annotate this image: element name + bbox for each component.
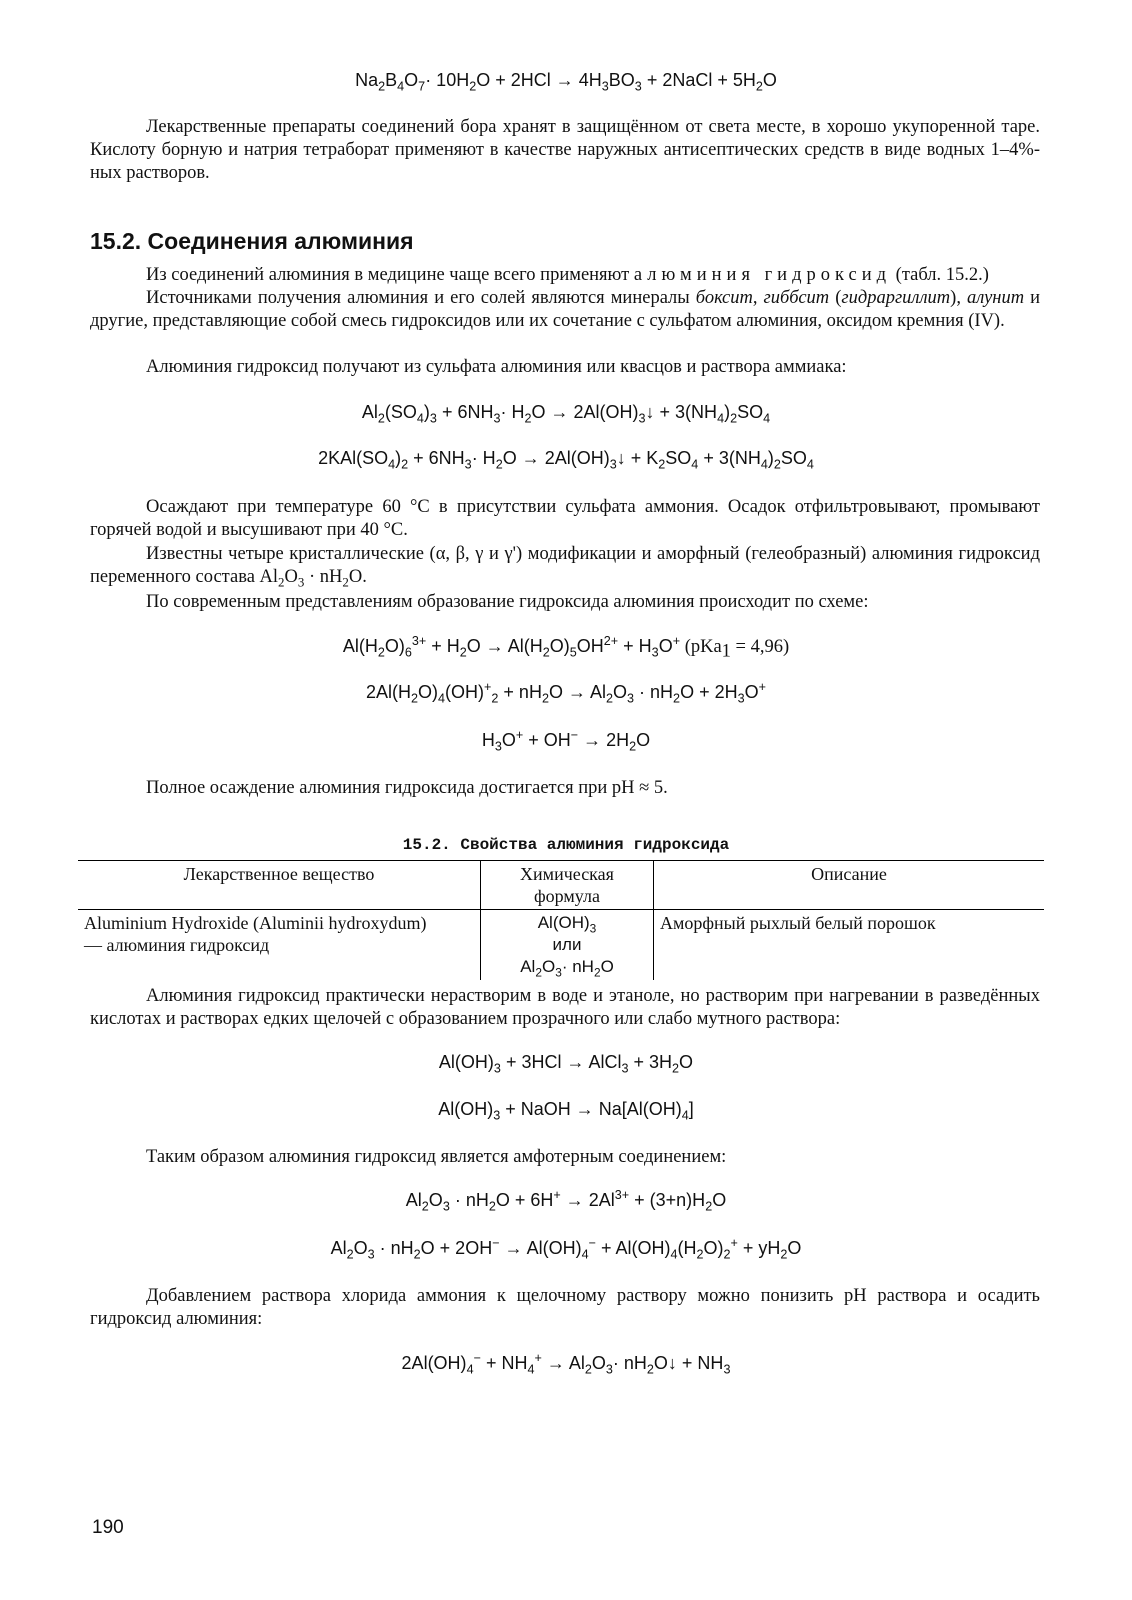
- paragraph-preparation: Алюминия гидроксид получают из сульфата алюминия или квасцов и раствора аммиака:: [146, 357, 847, 377]
- formula-2: $Al_2O_3\cdot nH_2O$: [520, 957, 614, 980]
- properties-table: [78, 860, 1044, 980]
- section-heading: 15.2. Соединения алюминия: [90, 228, 414, 254]
- paragraph-intro: Из соединений алюминия в медицине чаще всего применяют алюминия гидроксид (табл. 15.2.): [146, 265, 989, 285]
- equation-prep-1: $Al_2(SO_4)_3 + 6NH_3\cdot H_2O$ → $2Al(OH)_3↓ + 3(NH_4)_2SO_4$: [361, 402, 771, 426]
- equation-scheme-2: $2Al(H_2O)_4(OH)^+_2 + nH_2O \to Al_2O_3 \cdot nH_2O + 2H_3O^+$: [366, 680, 766, 706]
- header-formula: Химическая формула: [481, 861, 654, 910]
- page-number: 190: [92, 1517, 124, 1538]
- cell-formula: [481, 910, 654, 981]
- equation-final: $2Al(OH)_4^- + NH_4^+ \to Al_2O_3\cdot$ $nH_2O↓ + NH_3$: [401, 1351, 731, 1377]
- paragraph-storage: Лекарственные препараты соединений бора хранят в защищённом от света месте, в хорошо укупоренной таре. Кислоту борную и натрия тетраборат применяют в качестве наружных антисептических средств в виде водных 1–4%-ных растворов.: [90, 117, 1040, 183]
- paragraph-solubility: Алюминия гидроксид практически нерастворим в воде и этаноле, но растворим при нагревании в разведённых кислотах и растворах едких щелочей с образованием прозрачного или слабо мутного раствора:: [90, 986, 1040, 1029]
- paragraph-precipitate: Осаждают при температуре 60 °C в присутствии сульфата аммония. Осадок отфильтровывают, промывают горячей водой и высушивают при 40 °C.: [90, 497, 1040, 540]
- paragraph-ammonium: Добавлением раствора хлорида аммония к щелочному раствору можно понизить pH раствора и осадить гидроксид алюминия:: [90, 1286, 1040, 1329]
- equation-prep-2: $2KAl(SO_4)_2 + 6NH_3\cdot H_2O$ → $2Al(OH)_3↓ + K_2SO_4 + 3(NH_4)_2SO_4$: [318, 448, 814, 472]
- paragraph-amphoteric: Таким образом алюминия гидроксид является амфотерным соединением:: [146, 1147, 727, 1167]
- cell-description: Аморфный рыхлый белый порошок: [660, 913, 936, 933]
- formula-or: или: [552, 935, 582, 954]
- paragraph-full-precipitation: Полное осаждение алюминия гидроксида достигается при pH ≈ 5.: [146, 778, 668, 798]
- table-header-row: [78, 861, 1044, 910]
- substance-latin-name: Aluminium Hydroxide (Aluminii hydroxydum): [84, 913, 427, 933]
- equation-solubility-2: $Al(OH)_3$ + NaOH → $Na[Al(OH)_4]$: [438, 1099, 694, 1123]
- cell-substance: [78, 910, 481, 981]
- equation-scheme-3: $H_3O^+ + OH^- \to 2H_2O$: [481, 728, 651, 754]
- paragraph-modifications: Известны четыре кристаллические (α, β, γ и γ') модификации и аморфный (гелеобразный) алюминия гидроксид переменного состава $Al_2O_3 \cdot nH_2O$.: [90, 544, 1040, 590]
- header-description: Описание: [654, 861, 1045, 910]
- header-substance: Лекарственное вещество: [78, 861, 481, 910]
- equation-solubility-1: $Al(OH)_3 + 3HCl$ → AlCl$_3$ + $3H_2O$: [438, 1052, 694, 1076]
- paragraph-sources: Источниками получения алюминия и его солей являются минералы боксит, гиббсит (гидраргиллит), алунит и другие, представляющие собой смесь гидроксидов или их сочетание с сульфатом алюминия, оксидом кремния (IV).: [90, 288, 1041, 331]
- substance-russian-name: — алюминия гидроксид: [84, 935, 270, 955]
- paragraph-scheme: По современным представлениям образование гидроксида алюминия происходит по схеме:: [146, 592, 869, 612]
- equation-amphoteric-1: $Al_2O_3 \cdot nH_2O + 6H^+ \to 2Al^{3+} + (3+n)H_2O$: [405, 1188, 727, 1214]
- equation-borax: $Na_2B_4O_7\cdot 10H_2O + 2HCl \to 4H_3BO_3$ + 2NaCl + $5H_2O$: [355, 70, 777, 94]
- equation-scheme-1: $Al(H_2O)_6^{3+} + H_2O \to Al(H_2O)_5OH^{2+} + H_3O^+$ (pKa$_1$ = 4,96): [342, 634, 790, 662]
- table-row: [78, 910, 1044, 981]
- formula-1: $Al(OH)_3$: [537, 913, 597, 936]
- table-caption: 15.2. Свойства алюминия гидроксида: [402, 836, 730, 854]
- equation-amphoteric-2: $Al_2O_3 \cdot nH_2O + 2OH^- \to Al(OH)_4^- + Al(OH)_4(H_2O)_2^+ + yH_2O$: [330, 1236, 802, 1262]
